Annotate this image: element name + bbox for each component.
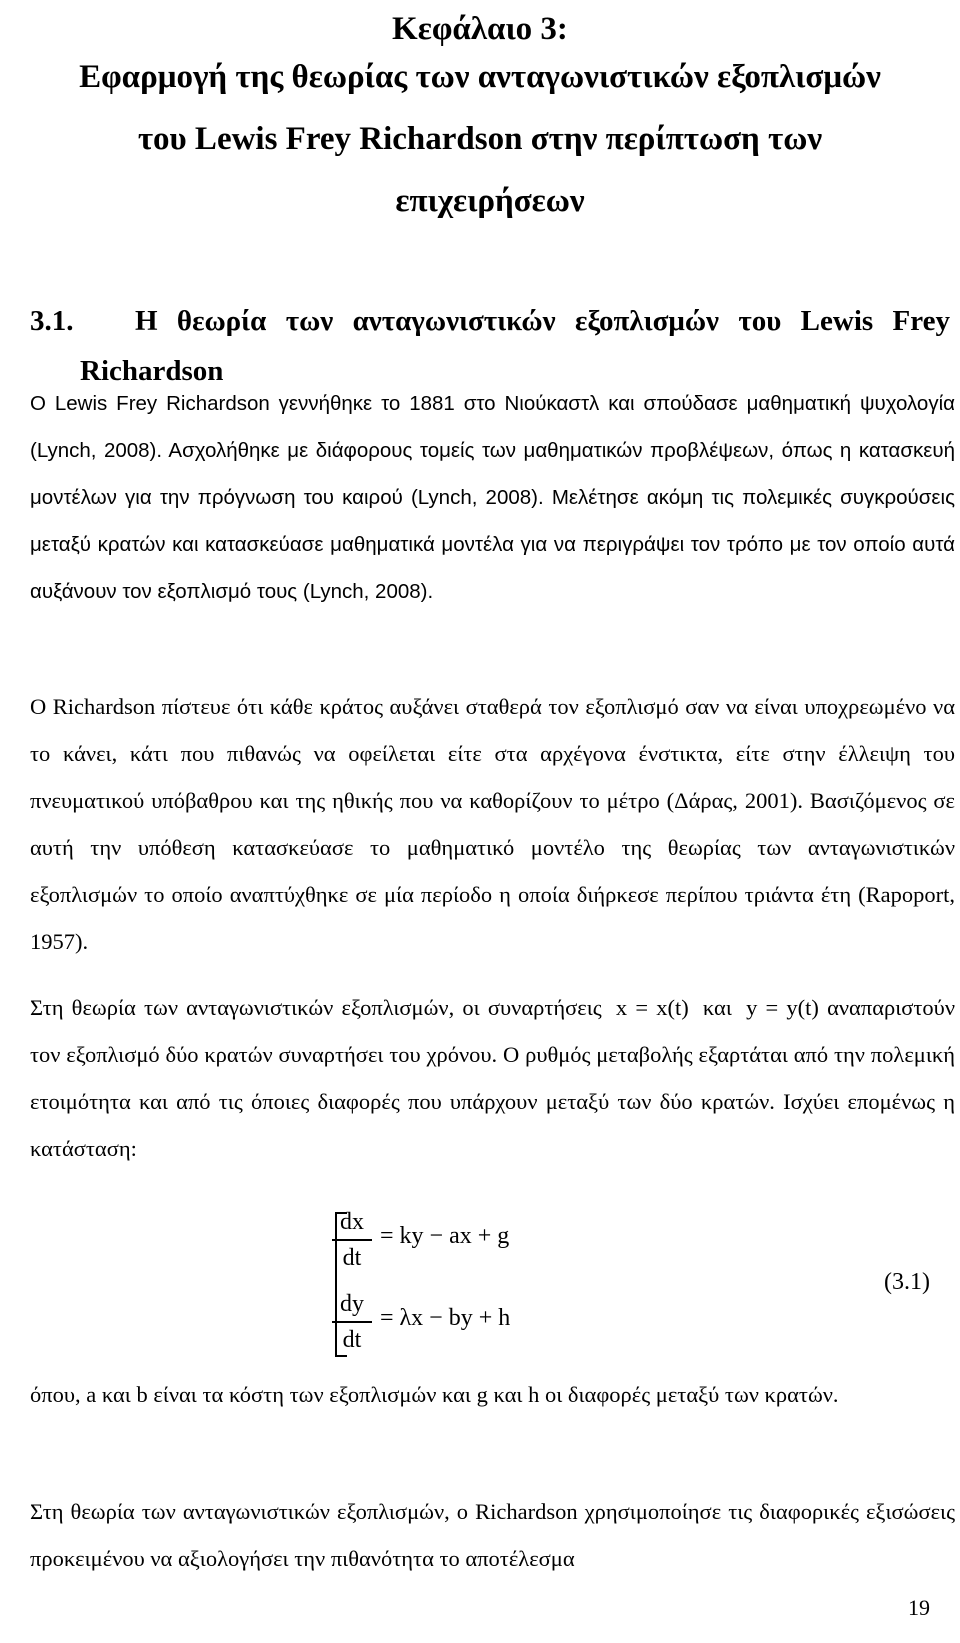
paragraph-2: Ο Richardson πίστευε ότι κάθε κράτος αυξάνει σταθερά τον εξοπλισμό σαν να είναι υποχρεωμένο να το κάνει, κάτι που πιθανώς να οφείλεται είτε στα αρχέγονα ένστικτα, είτε στην έλλειψη του πνευματικού υπόβαθρου και της ηθικής που να καθορίζουν το μέτρο (Δάρας, 2001). Βασιζόμενος σε αυτή την υπόθεση κατασκεύασε το μαθηματικό μοντέλο της θεωρίας των ανταγωνιστικών εξοπλισμών το οποίο αναπτύχθηκε σε μία περίοδο η οποία διήρκεσε περίπου τριάντα έτη (Rapoport, 1957).	[30, 694, 955, 954]
paragraph-3	[30, 984, 955, 1172]
chapter-title-line-1: Εφαρμογή της θεωρίας των ανταγωνιστικών εξοπλισμών	[79, 59, 881, 95]
fraction-dx-dt	[332, 1207, 372, 1273]
fraction-1-numerator: dx	[340, 1209, 364, 1235]
equation-number: (3.1)	[884, 1269, 930, 1295]
function-y: y = y(t)	[746, 995, 819, 1020]
chapter-title-line-2: του Lewis Frey Richardson στην περίπτωση των	[137, 121, 823, 157]
paragraph-3-text-b: αναπαριστούν τον εξοπλισμό δύο κρατών συναρτήσει του χρόνου. Ο ρυθμός μεταβολής εξαρτάται από την πολεμική ετοιμότητα και από τις όποιες διαφορές που υπάρχουν μεταξύ των δύο κρατών. Ισχύει επομένως η κατάσταση:	[30, 995, 955, 1161]
paragraph-1: Ο Lewis Frey Richardson γεννήθηκε το 1881 στο Νιούκαστλ και σπούδασε μαθηματική ψυχολογία (Lynch, 2008). Ασχολήθηκε με διάφορους τομείς των μαθηματικών προβλέψεων, όπως η κατασκευή μοντέλων για την πρόγνωση του καιρού (Lynch, 2008). Μελέτησε ακόμη τις πολεμικές συγκρούσεις μεταξύ κρατών και κατασκεύασε μαθηματικά μοντέλα για να περιγράψει τον τρόπο με τον οποίο αυτά αυξάνουν τον εξοπλισμό τους (Lynch, 2008).	[30, 392, 955, 603]
section-title-line-1: Η θεωρία των ανταγωνιστικών εξοπλισμών του Lewis Frey	[135, 305, 950, 337]
paragraph-5: Στη θεωρία των ανταγωνιστικών εξοπλισμών, ο Richardson χρησιμοποίησε τις διαφορικές εξισώσεις προκειμένου να αξιολογήσει την πιθανότητα το αποτέλεσμα	[30, 1499, 955, 1571]
fraction-2-bar	[332, 1321, 372, 1323]
fraction-1-denominator: dt	[342, 1244, 362, 1271]
fraction-2-numerator: dy	[340, 1291, 364, 1317]
paragraph-3-and: και	[702, 995, 732, 1020]
equation-3-1	[320, 1207, 960, 1367]
equation-2-rhs: = λx − by + h	[380, 1305, 511, 1331]
chapter-title-line-3: επιχειρήσεων	[395, 183, 585, 219]
system-brace-bottom	[335, 1355, 347, 1357]
chapter-title	[30, 46, 930, 232]
fraction-2-denominator: dt	[342, 1326, 362, 1353]
chapter-label: Κεφάλαιο 3:	[392, 11, 568, 47]
function-x: x = x(t)	[615, 995, 689, 1020]
paragraph-3-text-a: Στη θεωρία των ανταγωνιστικών εξοπλισμών, οι συναρτήσεις	[30, 995, 602, 1020]
fraction-1-bar	[332, 1239, 372, 1241]
equation-1-rhs: = ky − ax + g	[380, 1223, 510, 1249]
fraction-dy-dt	[332, 1289, 372, 1355]
page-number: 19	[908, 1595, 930, 1620]
section-title-line-2: Richardson	[80, 355, 224, 387]
paragraph-4: όπου, a και b είναι τα κόστη των εξοπλισμών και g και h οι διαφορές μεταξύ των κρατών.	[30, 1382, 839, 1407]
section-number: 3.1.	[30, 305, 74, 337]
